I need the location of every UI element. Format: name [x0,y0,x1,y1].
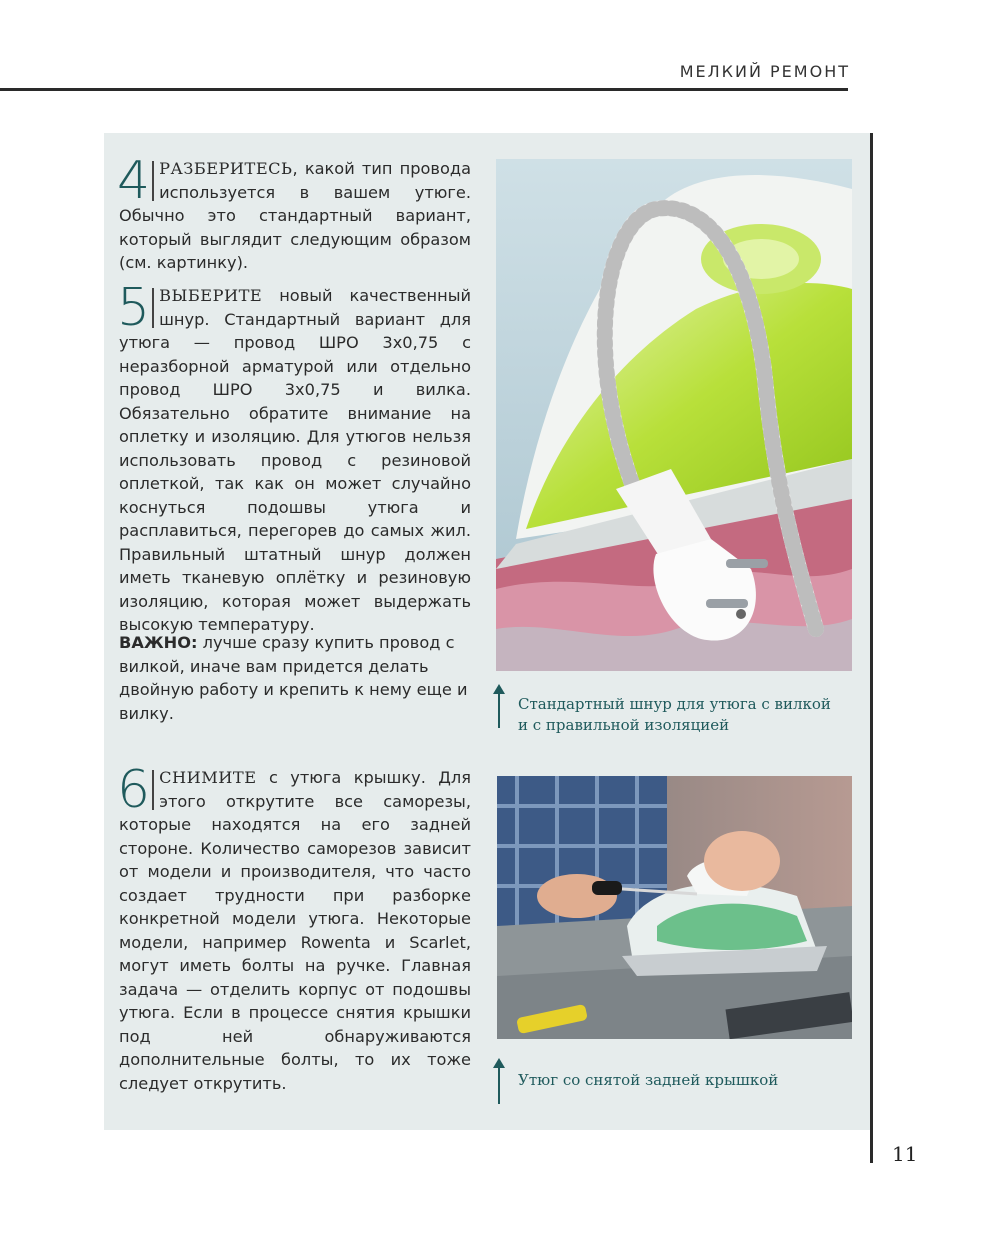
caption-line: и с правильной изоляцией [518,716,730,734]
step-number: 5 [117,278,151,338]
step-number-bar [152,161,154,201]
iron-disassembly-photo [497,776,852,1039]
step-lead: РАЗБЕРИТЕСЬ [159,159,293,178]
figure-caption [518,1070,848,1091]
important-label: ВАЖНО: [119,633,198,652]
step-number: 6 [117,760,151,820]
running-header: МЕЛКИЙ РЕМОНТ [679,62,850,81]
step-lead: ВЫБЕРИТЕ [159,286,263,305]
step-number-bar [152,288,154,328]
caption-arrow-icon [498,688,500,728]
step-number-bar [152,770,154,810]
step-text: , какой тип провода используется в вашем утюге. Обычно это стандартный вариант, который выглядит следующим образом (см. картинку). [119,159,471,272]
page-number: 11 [892,1142,918,1166]
caption-line: Стандартный шнур для утюга с вилкой [518,695,831,713]
step-5 [117,278,471,637]
step-text: новый качественный шнур. Стандартный вариант для утюга — провод ШРО 3х0,75 с неразборной арматурой или отдельно провод ШРО 3х0,75 и вилка. Обязательно обратите внимание на оплетку и изоляцию. Для утюгов нельзя использовать провод с резиновой оплеткой, так как он может случайно коснуться подошвы утюга и расплавиться, перегорев до самых жил. Правильный штатный шнур должен иметь тканевую оплётку и резиновую изоляцию, которая может выдержать высокую температуру. [119,286,471,634]
iron-cord-photo [496,159,852,671]
caption-line: Утюг со снятой задней крышкой [518,1071,779,1089]
caption-arrow-icon [498,1062,500,1104]
step-text: с утюга крышку. Для этого открутите все саморезы, которые находятся на его задней стороне. Количество саморезов зависит от модели и производителя, что часто создает трудности при разборке конкретной модели утюга. Некоторые модели, например Rowenta и Scarlet, могут иметь болты на ручке. Главная задача — отделить корпус от подошвы утюга. Если в процессе снятия крышки под ней обнаруживаются дополнительные болты, то их тоже следует открутить. [119,768,471,1093]
margin-rule [870,133,873,1163]
step-lead: СНИМИТЕ [159,768,257,787]
step-4 [117,151,471,275]
important-note [119,631,471,725]
step-6 [117,760,471,1095]
step-number: 4 [117,151,151,211]
important-text: лучше сразу купить провод с вилкой, иначе вам придется делать двойную работу и крепить к нему еще и вилку. [119,633,468,723]
figure-caption [518,694,848,736]
header-rule [0,88,848,91]
